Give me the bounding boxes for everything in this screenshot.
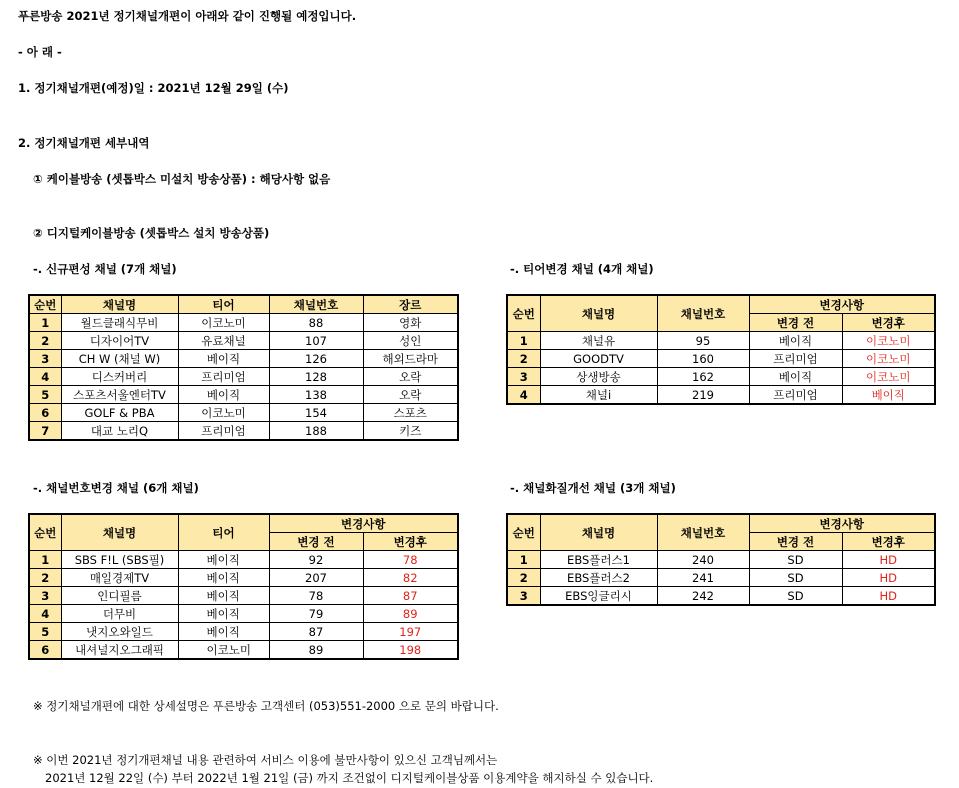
header-cell: 변경사항 — [749, 295, 935, 314]
tier-change-table — [506, 294, 936, 405]
table-row — [507, 551, 935, 569]
tier: 이코노미 — [178, 641, 269, 660]
number-change-table — [28, 513, 459, 660]
tier: 유료채널 — [178, 332, 269, 350]
before-value: SD — [749, 569, 842, 587]
after-value: 78 — [363, 551, 458, 569]
channel-name: 매일경제TV — [61, 569, 178, 587]
channel-number: 241 — [657, 569, 749, 587]
channel-number: 126 — [269, 350, 363, 368]
row-index: 4 — [29, 368, 61, 386]
row-index: 6 — [29, 404, 61, 422]
channel-name: SBS F!L (SBS필) — [61, 551, 178, 569]
quality-change-title: -. 채널화질개선 채널 (3개 채널) — [510, 481, 676, 495]
header-cell: 티어 — [178, 295, 269, 314]
channel-name: EBS플러스2 — [540, 569, 657, 587]
channel-name: 대교 노리Q — [61, 422, 178, 441]
row-index: 3 — [507, 587, 540, 606]
table-row — [29, 386, 458, 404]
schedule-item: 1. 정기채널개편(예정)일 : 2021년 12월 29일 (수) — [18, 81, 289, 95]
table-row — [29, 314, 458, 332]
channel-number: 242 — [657, 587, 749, 606]
header-cell: 순번 — [29, 295, 61, 314]
row-index: 1 — [29, 551, 61, 569]
header-cell: 변경후 — [842, 533, 935, 551]
table-row — [507, 332, 935, 350]
new-channels-title: -. 신규편성 채널 (7개 채널) — [33, 262, 177, 276]
row-index: 3 — [507, 368, 540, 386]
genre: 키즈 — [363, 422, 458, 441]
before-value: 79 — [269, 605, 363, 623]
table-row — [507, 368, 935, 386]
table-header-row — [29, 514, 458, 533]
row-index: 6 — [29, 641, 61, 660]
table-header-row — [507, 514, 935, 533]
cancellation-note-line1: ※ 이번 2021년 정기개편채널 내용 관련하여 서비스 이용에 불만사항이 있으신 고객님께서는 — [33, 753, 498, 767]
before-value: 베이직 — [749, 332, 842, 350]
header-cell: 채널명 — [61, 514, 178, 551]
table-header-row — [507, 295, 935, 314]
table-header-row — [29, 295, 458, 314]
header-cell: 채널번호 — [269, 295, 363, 314]
row-index: 2 — [29, 332, 61, 350]
channel-name: 내셔널지오그래픽 — [61, 641, 178, 660]
before-value: 87 — [269, 623, 363, 641]
channel-number: 162 — [657, 368, 749, 386]
channel-name: 스포츠서울엔터TV — [61, 386, 178, 404]
channel-name: 더무비 — [61, 605, 178, 623]
channel-name: GOODTV — [540, 350, 657, 368]
cancellation-note-line2: 2021년 12월 22일 (수) 부터 2022년 1월 21일 (금) 까지 조건없이 디지털케이블상품 이용계약을 해지하실 수 있습니다. — [45, 771, 654, 785]
channel-number: 88 — [269, 314, 363, 332]
header-cell: 순번 — [507, 295, 540, 332]
table-row — [29, 569, 458, 587]
header-cell: 채널명 — [61, 295, 178, 314]
genre: 해외드라마 — [363, 350, 458, 368]
header-cell: 변경 전 — [749, 314, 842, 332]
row-index: 4 — [29, 605, 61, 623]
tier: 이코노미 — [178, 314, 269, 332]
new-channels-table — [28, 294, 459, 441]
before-value: 207 — [269, 569, 363, 587]
genre: 오락 — [363, 368, 458, 386]
row-index: 1 — [29, 314, 61, 332]
row-index: 3 — [29, 350, 61, 368]
channel-number: 128 — [269, 368, 363, 386]
row-index: 1 — [507, 551, 540, 569]
genre: 영화 — [363, 314, 458, 332]
before-value: SD — [749, 587, 842, 606]
contact-note: ※ 정기채널개편에 대한 상세설명은 푸른방송 고객센터 (053)551-2000 으로 문의 바랍니다. — [33, 699, 499, 713]
channel-name: EBS플러스1 — [540, 551, 657, 569]
header-cell: 변경후 — [842, 314, 935, 332]
channel-name: 채널유 — [540, 332, 657, 350]
after-value: 82 — [363, 569, 458, 587]
genre: 성인 — [363, 332, 458, 350]
channel-number: 240 — [657, 551, 749, 569]
tier: 베이직 — [178, 386, 269, 404]
channel-name: 상생방송 — [540, 368, 657, 386]
after-value: 베이직 — [842, 386, 935, 405]
row-index: 4 — [507, 386, 540, 405]
table-row — [507, 587, 935, 606]
after-value: 이코노미 — [842, 332, 935, 350]
table-row — [507, 350, 935, 368]
before-value: 프리미엄 — [749, 350, 842, 368]
tier-change-title: -. 티어변경 채널 (4개 채널) — [510, 262, 654, 276]
row-index: 7 — [29, 422, 61, 441]
header-cell: 변경사항 — [749, 514, 935, 533]
channel-number: 160 — [657, 350, 749, 368]
tier: 프리미엄 — [178, 368, 269, 386]
genre: 스포츠 — [363, 404, 458, 422]
tier: 베이직 — [178, 605, 269, 623]
header-cell: 장르 — [363, 295, 458, 314]
channel-name: 냇지오와일드 — [61, 623, 178, 641]
after-value: 이코노미 — [842, 350, 935, 368]
digital-heading: ② 디지털케이블방송 (셋톱박스 설치 방송상품) — [33, 226, 270, 240]
table-row — [29, 641, 458, 660]
header-cell: 채널번호 — [657, 514, 749, 551]
header-cell: 채널명 — [540, 295, 657, 332]
tier: 베이직 — [178, 623, 269, 641]
tier: 이코노미 — [178, 404, 269, 422]
table-row — [29, 587, 458, 605]
row-index: 5 — [29, 386, 61, 404]
before-value: 89 — [269, 641, 363, 660]
header-cell: 변경사항 — [269, 514, 458, 533]
after-value: HD — [842, 569, 935, 587]
channel-name: 채널i — [540, 386, 657, 405]
channel-number: 95 — [657, 332, 749, 350]
after-value: 87 — [363, 587, 458, 605]
channel-name: 디스커버리 — [61, 368, 178, 386]
table-row — [29, 422, 458, 441]
channel-number: 219 — [657, 386, 749, 405]
row-index: 5 — [29, 623, 61, 641]
header-cell: 순번 — [507, 514, 540, 551]
row-index: 2 — [507, 350, 540, 368]
channel-number: 188 — [269, 422, 363, 441]
tier: 베이직 — [178, 551, 269, 569]
header-cell: 변경 전 — [269, 533, 363, 551]
intro-text: 푸른방송 2021년 정기채널개편이 아래와 같이 진행될 예정입니다. — [18, 9, 357, 23]
header-cell: 변경후 — [363, 533, 458, 551]
row-index: 3 — [29, 587, 61, 605]
channel-name: 디자이어TV — [61, 332, 178, 350]
genre: 오락 — [363, 386, 458, 404]
row-index: 2 — [29, 569, 61, 587]
header-cell: 순번 — [29, 514, 61, 551]
before-value: 프리미엄 — [749, 386, 842, 405]
table-row — [29, 404, 458, 422]
number-change-title: -. 채널번호변경 채널 (6개 채널) — [33, 481, 199, 495]
channel-name: GOLF & PBA — [61, 404, 178, 422]
table-row — [29, 368, 458, 386]
before-value: 92 — [269, 551, 363, 569]
table-row — [29, 350, 458, 368]
after-value: 198 — [363, 641, 458, 660]
after-value: HD — [842, 587, 935, 606]
header-cell: 채널명 — [540, 514, 657, 551]
after-value: 이코노미 — [842, 368, 935, 386]
channel-number: 154 — [269, 404, 363, 422]
before-value: 78 — [269, 587, 363, 605]
header-cell: 변경 전 — [749, 533, 842, 551]
table-row — [29, 605, 458, 623]
channel-number: 138 — [269, 386, 363, 404]
tier: 프리미엄 — [178, 422, 269, 441]
after-value: 89 — [363, 605, 458, 623]
tier: 베이직 — [178, 350, 269, 368]
before-value: SD — [749, 551, 842, 569]
header-cell: 채널번호 — [657, 295, 749, 332]
tier: 베이직 — [178, 569, 269, 587]
channel-name: 인디필름 — [61, 587, 178, 605]
after-value: 197 — [363, 623, 458, 641]
below-heading: - 아 래 - — [18, 45, 62, 59]
table-row — [29, 623, 458, 641]
channel-name: 월드클래식무비 — [61, 314, 178, 332]
quality-change-table — [506, 513, 936, 606]
before-value: 베이직 — [749, 368, 842, 386]
table-row — [507, 386, 935, 405]
table-row — [507, 569, 935, 587]
channel-name: EBS잉글리시 — [540, 587, 657, 606]
row-index: 2 — [507, 569, 540, 587]
table-row — [29, 551, 458, 569]
after-value: HD — [842, 551, 935, 569]
header-cell: 티어 — [178, 514, 269, 551]
cable-note: ① 케이블방송 (셋톱박스 미설치 방송상품) : 해당사항 없음 — [33, 172, 331, 186]
channel-name: CH W (채널 W) — [61, 350, 178, 368]
tier: 베이직 — [178, 587, 269, 605]
table-row — [29, 332, 458, 350]
details-heading: 2. 정기채널개편 세부내역 — [18, 136, 150, 150]
row-index: 1 — [507, 332, 540, 350]
channel-number: 107 — [269, 332, 363, 350]
